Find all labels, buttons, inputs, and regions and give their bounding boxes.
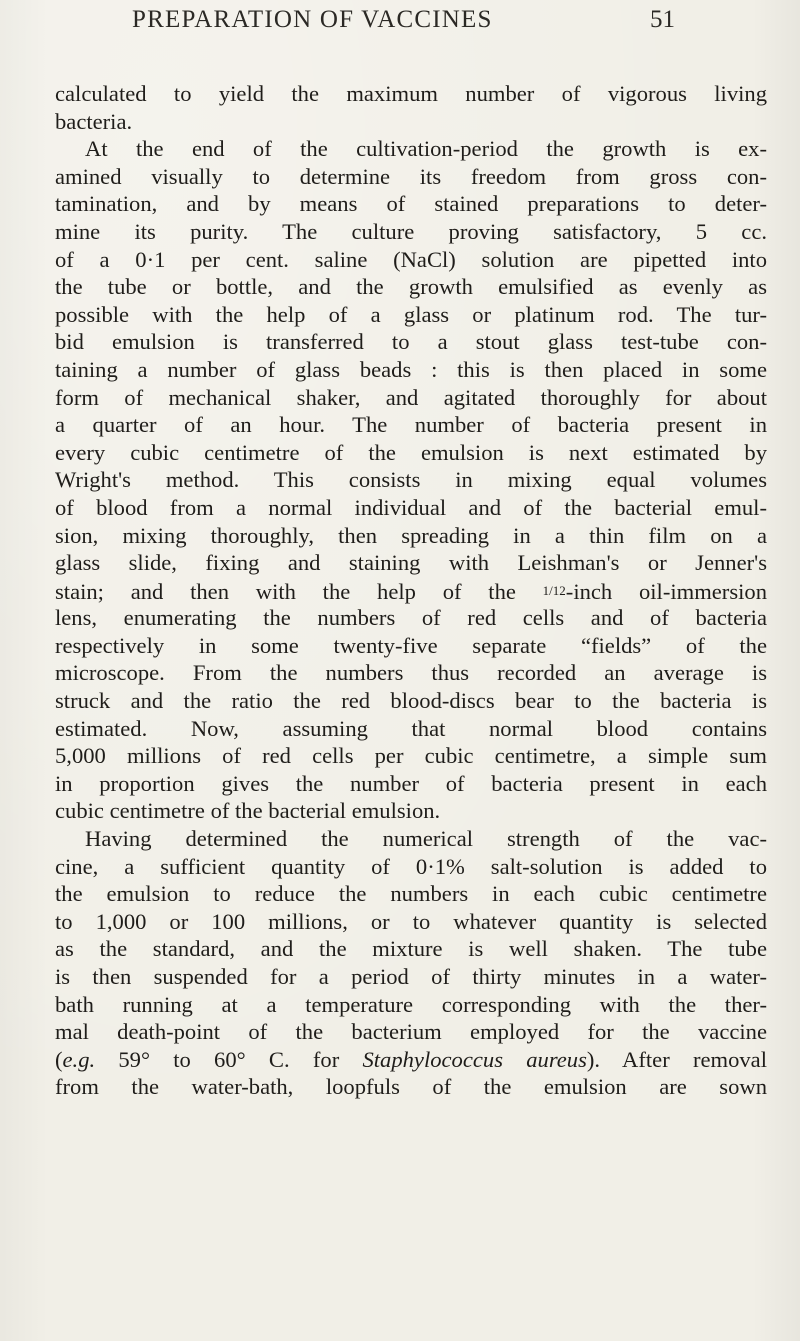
text-line: amined visually to determine its freedom from gross con- <box>55 163 767 189</box>
text-line: Wright's method. This consists in mixing equal volumes <box>55 467 767 493</box>
text-line: lens, enumerating the numbers of red cells and of bacteria <box>55 605 767 631</box>
text-line: respectively in some twenty-five separate “fields” of the <box>55 632 767 658</box>
text-line: tamination, and by means of stained preparations to deter- <box>55 191 767 217</box>
eg-abbrev: e.g. <box>62 1046 96 1072</box>
text-line: form of mechanical shaker, and agitated thoroughly for about <box>55 384 767 410</box>
running-title: PREPARATION OF VACCINES <box>132 6 493 33</box>
line-tail: -inch oil-immersion <box>565 578 767 604</box>
open-paren: ( <box>55 1046 63 1072</box>
temperature-text: 59° to 60° C. for <box>95 1046 363 1072</box>
text-line: the emulsion to reduce the numbers in each cubic centimetre <box>55 881 767 907</box>
text-line: bacteria. <box>55 108 133 134</box>
text-line: taining a number of glass beads : this is then placed in some <box>55 356 767 382</box>
line-text: stain; and then with the help of the <box>55 578 516 604</box>
text-line: bath running at a temperature corresponding with the ther- <box>55 991 767 1017</box>
text-line: estimated. Now, assuming that normal blood contains <box>55 715 767 741</box>
text-line: cubic centimetre of the bacterial emulsion. <box>55 798 441 824</box>
text-line: mine its purity. The culture proving satisfactory, 5 cc. <box>55 218 767 244</box>
text-line: as the standard, and the mixture is well shaken. The tube <box>55 936 767 962</box>
text-line: sion, mixing thoroughly, then spreading in a thin film on a <box>55 522 767 548</box>
fraction-one-twelfth: 1/12 <box>542 582 566 598</box>
text-line: possible with the help of a glass or platinum rod. The tur- <box>55 301 767 327</box>
text-line: the tube or bottle, and the growth emulsified as evenly as <box>55 274 767 300</box>
text-line: a quarter of an hour. The number of bacteria present in <box>55 412 767 438</box>
text-line: Having determined the numerical strength of the vac- <box>85 826 767 852</box>
text-line: in proportion gives the number of bacteria present in each <box>55 770 767 796</box>
text-line: of blood from a normal individual and of the bacterial emul- <box>55 494 767 520</box>
text-line: every cubic centimetre of the emulsion is next estimated by <box>55 439 767 465</box>
text-line: cine, a sufficient quantity of 0·1% salt-solution is added to <box>55 853 767 879</box>
text-line: struck and the ratio the red blood-discs bear to the bacteria is <box>55 688 767 714</box>
species-name: Staphylococcus aureus <box>362 1046 587 1072</box>
text-line-with-italics <box>55 1046 767 1074</box>
page-number: 51 <box>650 6 675 33</box>
text-line: to 1,000 or 100 millions, or to whatever quantity is selected <box>55 908 767 934</box>
text-line: bid emulsion is transferred to a stout glass test-tube con- <box>55 329 767 355</box>
text-line: is then suspended for a period of thirty minutes in a water- <box>55 964 767 989</box>
body-text <box>55 80 767 1101</box>
text-line: At the end of the cultivation-period the growth is ex- <box>85 136 767 162</box>
text-line: glass slide, fixing and staining with Leishman's or Jenner's <box>55 550 767 576</box>
text-line: calculated to yield the maximum number of vigorous living <box>55 81 767 106</box>
text-line: microscope. From the numbers thus recorded an average is <box>55 660 767 686</box>
text-line: from the water-bath, loopfuls of the emulsion are sown <box>55 1074 767 1100</box>
text-line: 5,000 millions of red cells per cubic centimetre, a simple sum <box>55 743 767 769</box>
line-tail: ). After removal <box>586 1046 767 1072</box>
text-line: mal death-point of the bacterium employed for the vaccine <box>55 1019 767 1045</box>
text-line: of a 0·1 per cent. saline (NaCl) solution are pipetted into <box>55 246 767 272</box>
text-line-with-fraction <box>55 577 767 605</box>
